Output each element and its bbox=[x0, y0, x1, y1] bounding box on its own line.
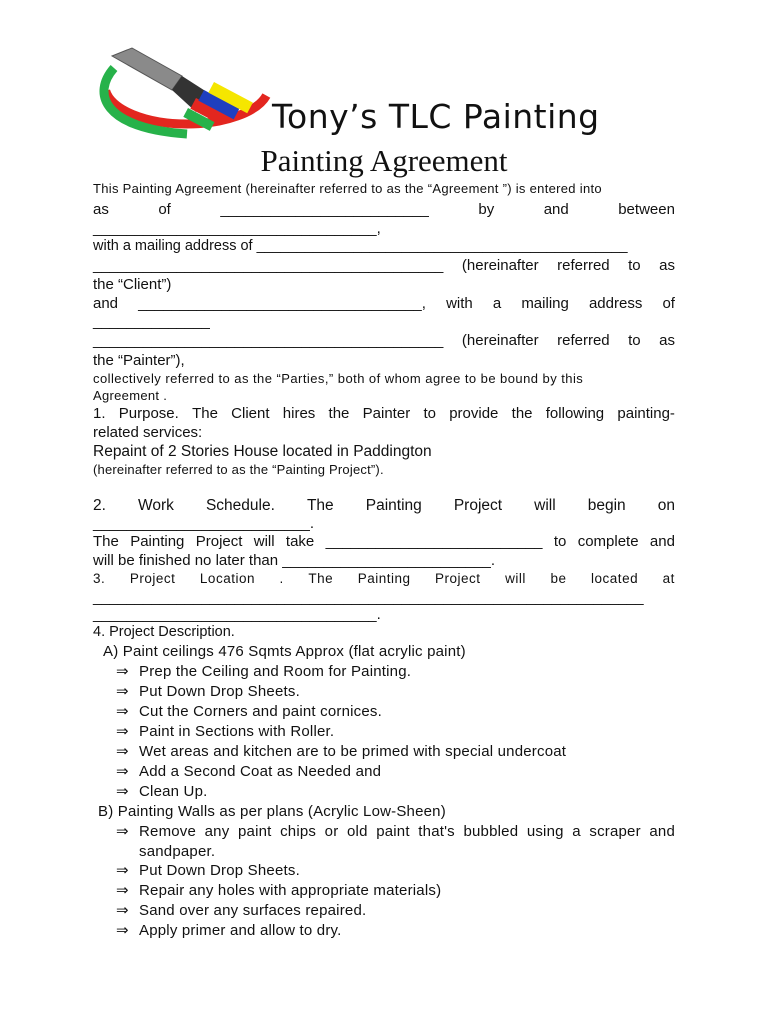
word: with bbox=[446, 295, 473, 312]
word: complete bbox=[577, 533, 639, 550]
schedule-line bbox=[93, 496, 675, 516]
page-title: Painting Agreement bbox=[260, 143, 508, 178]
word: located bbox=[591, 571, 639, 586]
list-item: ⇒ Sand over any surfaces repaired. bbox=[116, 902, 367, 919]
intro-line: Agreement . bbox=[93, 388, 168, 403]
word: Project bbox=[435, 571, 481, 586]
section-b-title: B) Painting Walls as per plans (Acrylic Low-Sheen) bbox=[98, 803, 446, 820]
word: mailing bbox=[521, 295, 569, 312]
word: by bbox=[478, 201, 495, 218]
project-note: (hereinafter referred to as the “Painting Project”). bbox=[93, 462, 384, 477]
intro-line bbox=[93, 256, 675, 276]
word: begin bbox=[587, 497, 626, 514]
word: (hereinafter bbox=[461, 257, 539, 274]
arrow-icon: ⇒ bbox=[116, 763, 129, 780]
word: address bbox=[588, 295, 643, 312]
logo-brush-handle bbox=[112, 48, 182, 90]
client-address-line: with a mailing address of ______________________________________________ bbox=[93, 238, 628, 254]
word: will bbox=[253, 533, 275, 550]
date-blank: _________________________ bbox=[220, 201, 429, 218]
word: following bbox=[545, 405, 605, 422]
word: Project bbox=[453, 497, 503, 514]
word: 3. bbox=[93, 571, 106, 586]
word: to bbox=[553, 533, 567, 550]
word: Project bbox=[195, 533, 243, 550]
purpose-line: related services: bbox=[93, 424, 203, 441]
list-item: ⇒ Prep the Ceiling and Room for Painting. bbox=[116, 663, 412, 680]
agreement-body bbox=[93, 180, 675, 941]
word: The bbox=[308, 571, 334, 586]
address-blank: __________________________________________ bbox=[93, 332, 444, 349]
arrow-icon: ⇒ bbox=[116, 743, 129, 760]
section-b-list bbox=[93, 822, 675, 941]
painter-name-blank: __________________________________, bbox=[138, 295, 426, 312]
word: painting- bbox=[617, 405, 675, 422]
arrow-icon: ⇒ bbox=[116, 862, 129, 879]
word: provide bbox=[449, 405, 499, 422]
arrow-icon: ⇒ bbox=[116, 663, 129, 680]
word: Painter bbox=[362, 405, 411, 422]
logo bbox=[92, 38, 282, 146]
word: between bbox=[618, 201, 675, 218]
section-a-title: A) Paint ceilings 476 Sqmts Approx (flat acrylic paint) bbox=[103, 643, 466, 660]
arrow-icon: ⇒ bbox=[116, 703, 129, 720]
word: Location bbox=[199, 571, 255, 586]
word: . bbox=[279, 571, 284, 586]
list-item: ⇒ Remove any paint chips or old paint that's bubbled using a scraper and sandpaper. bbox=[116, 823, 675, 860]
arrow-icon: ⇒ bbox=[116, 683, 129, 700]
list-item: ⇒ Apply primer and allow to dry. bbox=[116, 922, 342, 939]
word: as bbox=[93, 201, 109, 218]
word: to bbox=[628, 332, 641, 349]
word: of bbox=[662, 295, 675, 312]
description-heading: 4. Project Description. bbox=[93, 624, 235, 640]
word: to bbox=[423, 405, 436, 422]
word: and bbox=[543, 201, 569, 218]
arrow-icon: ⇒ bbox=[116, 902, 129, 919]
word: referred bbox=[557, 332, 610, 349]
word: the bbox=[511, 405, 533, 422]
paint-brush-icon bbox=[104, 48, 269, 134]
arrow-icon: ⇒ bbox=[116, 922, 129, 939]
client-name-blank: __________________________________, bbox=[93, 220, 381, 237]
project-name: Repaint of 2 Stories House located in Paddington bbox=[93, 443, 432, 460]
word: Painting bbox=[357, 571, 411, 586]
arrow-icon: ⇒ bbox=[116, 783, 129, 800]
word: 1. bbox=[93, 405, 106, 422]
intro-line: This Painting Agreement (hereinafter referred to as the “Agreement ”) is entered into bbox=[93, 181, 602, 196]
intro-line bbox=[93, 200, 675, 220]
purpose-line bbox=[93, 404, 675, 424]
word: hires bbox=[282, 405, 316, 422]
intro-line: collectively referred to as the “Parties,” both of whom agree to be bound by this bbox=[93, 371, 584, 386]
word: as bbox=[659, 332, 675, 349]
start-date-blank: __________________________. bbox=[93, 515, 315, 532]
list-item: ⇒ Clean Up. bbox=[116, 783, 208, 800]
duration-blank: __________________________ bbox=[325, 533, 543, 550]
schedule-line: will be finished no later than _________________________. bbox=[93, 552, 496, 569]
list-item: ⇒ Put Down Drop Sheets. bbox=[116, 683, 300, 700]
word: and bbox=[649, 533, 675, 550]
word: take bbox=[285, 533, 315, 550]
word: Purpose. bbox=[118, 405, 179, 422]
word: Work bbox=[138, 497, 174, 514]
intro-line: the “Painter”), bbox=[93, 352, 185, 369]
list-item: ⇒ Paint in Sections with Roller. bbox=[116, 723, 335, 740]
address-blank: __________________________________________ bbox=[93, 257, 444, 274]
word: at bbox=[662, 571, 675, 586]
section-a-list bbox=[93, 662, 675, 802]
word: The bbox=[93, 533, 119, 550]
word: and bbox=[93, 295, 119, 312]
intro-line: the “Client”) bbox=[93, 276, 172, 293]
word: The bbox=[306, 497, 334, 514]
list-item: ⇒ Cut the Corners and paint cornices. bbox=[116, 703, 382, 720]
location-line bbox=[93, 569, 675, 589]
list-item: ⇒ Wet areas and kitchen are to be primed with special undercoat bbox=[116, 743, 567, 760]
list-item: ⇒ Put Down Drop Sheets. bbox=[116, 862, 300, 879]
word: be bbox=[550, 571, 567, 586]
word: Painting bbox=[365, 497, 422, 514]
word: as bbox=[659, 257, 675, 274]
arrow-icon: ⇒ bbox=[116, 723, 129, 740]
word: Project bbox=[129, 571, 176, 586]
word: (hereinafter bbox=[461, 332, 539, 349]
location-blank: __________________________________. bbox=[93, 606, 381, 623]
painter-address-blank: ______________ bbox=[93, 313, 210, 330]
word: will bbox=[534, 497, 556, 514]
brand-name: Tony’s TLC Painting bbox=[272, 97, 600, 136]
schedule-line bbox=[93, 532, 675, 552]
arrow-icon: ⇒ bbox=[116, 823, 129, 840]
word: on bbox=[657, 497, 675, 514]
word: Schedule. bbox=[205, 497, 275, 514]
intro-line bbox=[93, 294, 675, 314]
location-blank: __________________________________________________________________ bbox=[93, 589, 644, 606]
word: referred bbox=[557, 257, 610, 274]
list-item: ⇒ Add a Second Coat as Needed and bbox=[116, 763, 382, 780]
intro-line bbox=[93, 330, 675, 352]
word: the bbox=[328, 405, 350, 422]
word: will bbox=[505, 571, 526, 586]
word: 2. bbox=[93, 497, 106, 514]
word: of bbox=[158, 201, 171, 218]
word: to bbox=[628, 257, 641, 274]
word: The bbox=[192, 405, 218, 422]
word: Client bbox=[231, 405, 270, 422]
word: Painting bbox=[130, 533, 185, 550]
arrow-icon: ⇒ bbox=[116, 882, 129, 899]
list-item: ⇒ Repair any holes with appropriate materials) bbox=[116, 882, 442, 899]
word: a bbox=[492, 295, 502, 312]
